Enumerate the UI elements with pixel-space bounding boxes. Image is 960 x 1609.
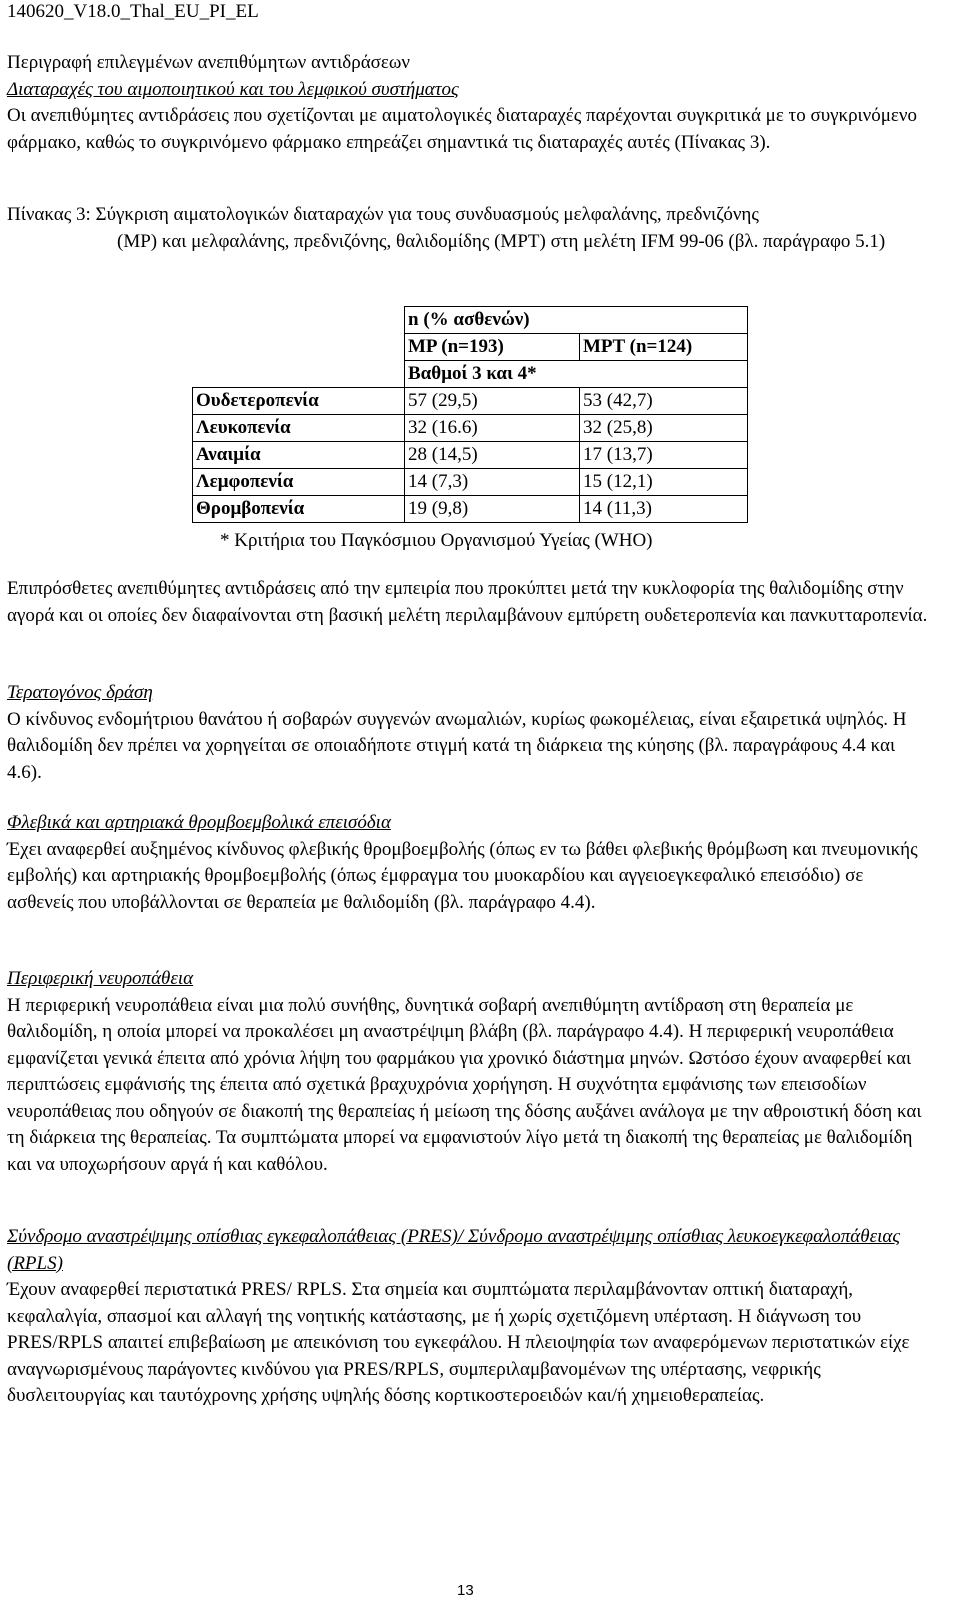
table-row	[193, 469, 748, 496]
section-text: Έχει αναφερθεί αυξημένος κίνδυνος φλεβικής θρομβοεμβολής (όπως εν τω βάθει φλεβικής θρόμβωση και πνευμονικής εμβολής) και αρτηριακής θρομβοεμβολής (όπως έμφραγμα του μυοκαρδίου και αγγειοεγκεφαλικό επεισόδιο) σε ασθενείς που υποβάλλονται σε θεραπεία με θαλιδομίδη (βλ. παράγραφο 4.4).	[7, 838, 918, 913]
row-mpt: 17 (13,7)	[580, 442, 748, 469]
section-teratogenic	[7, 680, 932, 786]
row-mpt: 14 (11,3)	[580, 496, 748, 523]
caption-rest: (MP) και μελφαλάνης, πρεδνιζόνης, θαλιδομίδης (MPT) στη μελέτη IFM 99-06 (βλ. παράγραφο 5.1)	[117, 230, 886, 252]
section-title: Σύνδρομο αναστρέψιμης οπίσθιας εγκεφαλοπάθειας (PRES)/ Σύνδρομο αναστρέψιμης οπίσθιας λευκοεγκεφαλοπάθειας (RPLS)	[7, 1226, 901, 1274]
hematology-table	[192, 306, 748, 523]
table-row	[193, 496, 748, 523]
section-title: Φλεβικά και αρτηριακά θρομβοεμβολικά επεισόδια	[7, 812, 391, 833]
row-mp: 32 (16.6)	[405, 415, 580, 442]
section-heading: Περιγραφή επιλεγμένων ανεπιθύμητων αντιδράσεων	[7, 52, 410, 73]
section-text: Ο κίνδυνος ενδομήτριου θανάτου ή σοβαρών συγγενών ανωμαλιών, κυρίως φωκομέλειας, είναι εξαιρετικά υψηλός. Η θαλιδομίδη δεν πρέπει να χορηγείται σε οποιαδήποτε στιγμή κατά τη διάρκεια της κύησης (βλ. παραγράφους 4.4 και 4.6).	[7, 708, 907, 783]
section-title: Τερατογόνος δράση	[7, 682, 153, 703]
section-neuropathy	[7, 966, 932, 1178]
table-header-n: n (% ασθενών)	[405, 307, 748, 334]
table-header-mp: MP (n=193)	[405, 334, 580, 361]
table-row	[193, 415, 748, 442]
table-footnote: * Κριτήρια του Παγκόσμιου Οργανισμού Υγείας (WHO)	[220, 530, 653, 551]
table-caption	[7, 202, 932, 255]
table-header-mpt: MPT (n=124)	[580, 334, 748, 361]
table-row	[193, 442, 748, 469]
section-title: Περιφερική νευροπάθεια	[7, 968, 194, 989]
row-label: Λευκοπενία	[193, 415, 405, 442]
row-mp: 14 (7,3)	[405, 469, 580, 496]
section-text: Η περιφερική νευροπάθεια είναι μια πολύ συνήθης, δυνητικά σοβαρή ανεπιθύμητη αντίδραση στη θεραπεία με θαλιδομίδη, η οποία μπορεί να προκαλέσει μη αναστρέψιμη βλάβη (βλ. παράγραφο 4.4). Η περιφερική νευροπάθεια εμφανίζεται γενικά έπειτα από χρόνια λήψη του φαρμάκου για χρονικό διάστημα μηνών. Ωστόσο έχουν αναφερθεί και περιπτώσεις εμφάνισής της έπειτα από σχετικά βραχυχρόνια χορήγηση. Η συχνότητα εμφάνισης των επεισοδίων νευροπάθειας που οδηγούν σε διακοπή της θεραπείας ή μείωση της δόσης αυξάνει ανάλογα με την αθροιστική δόση και τη διάρκεια της θεραπείας. Τα συμπτώματα μπορεί να εμφανιστούν λίγο μετά τη διακοπή της θεραπείας με θαλιδομίδη και να υποχωρήσουν αργά ή και καθόλου.	[7, 994, 922, 1175]
after-table-text: Επιπρόσθετες ανεπιθύμητες αντιδράσεις από την εμπειρία που προκύπτει μετά την κυκλοφορία της θαλιδομίδης στην αγορά και οι οποίες δεν διαφαίνονται στη βασική μελέτη περιλαμβάνουν εμπύρετη ουδετεροπενία και πανκυτταροπενία.	[7, 578, 928, 626]
section-thromboembolic	[7, 810, 932, 916]
caption-first-line: Πίνακας 3: Σύγκριση αιματολογικών διαταραχών για τους συνδυασμούς μελφαλάνης, πρεδνιζόνης	[7, 204, 759, 225]
row-label: Λεμφοπενία	[193, 469, 405, 496]
row-mp: 19 (9,8)	[405, 496, 580, 523]
row-mpt: 32 (25,8)	[580, 415, 748, 442]
row-mp: 57 (29,5)	[405, 388, 580, 415]
table-row	[193, 388, 748, 415]
section-subheading: Διαταραχές του αιμοποιητικού και του λεμφικού συστήματος	[7, 78, 459, 100]
row-label: Ουδετεροπενία	[193, 388, 405, 415]
document-id: 140620_V18.0_Thal_EU_PI_EL	[7, 1, 259, 22]
row-mp: 28 (14,5)	[405, 442, 580, 469]
page-number: 13	[457, 1582, 474, 1599]
row-mpt: 53 (42,7)	[580, 388, 748, 415]
row-label: Θρομβοπενία	[193, 496, 405, 523]
row-label: Αναιμία	[193, 442, 405, 469]
section-text: Έχουν αναφερθεί περιστατικά PRES/ RPLS. Στα σημεία και συμπτώματα περιλαμβάνονταν οπτική διαταραχή, κεφαλαλγία, σπασμοί και αλλαγή της νοητικής κατάστασης, με ή χωρίς σχετιζόμενη υπέρταση. Η διάγνωση του PRES/RPLS απαιτεί επιβεβαίωση με απεικόνιση του εγκεφάλου. Η πλειοψηφία των αναφερόμενων περιστατικών είχε αναγνωρισμένους παράγοντες κινδύνου για PRES/RPLS, συμπεριλαμβανομένων της υπέρτασης, νεφρικής δυσλειτουργίας και ταυτόχρονης χρήσης υψηλής δόσης κορτικοστεροειδών και/ή χημειοθεραπείας.	[7, 1279, 910, 1406]
section-pres	[7, 1224, 932, 1410]
intro-block	[7, 50, 932, 156]
intro-text: Οι ανεπιθύμητες αντιδράσεις που σχετίζονται με αιματολογικές διαταραχές παρέχονται συγκριτικά με το συγκρινόμενο φάρμακο, καθώς το συγκρινόμενο φάρμακο επηρεάζει σημαντικά τις διαταραχές αυτές (Πίνακας 3).	[7, 105, 918, 153]
table-header-grades: Βαθμοί 3 και 4*	[405, 361, 748, 388]
row-mpt: 15 (12,1)	[580, 469, 748, 496]
